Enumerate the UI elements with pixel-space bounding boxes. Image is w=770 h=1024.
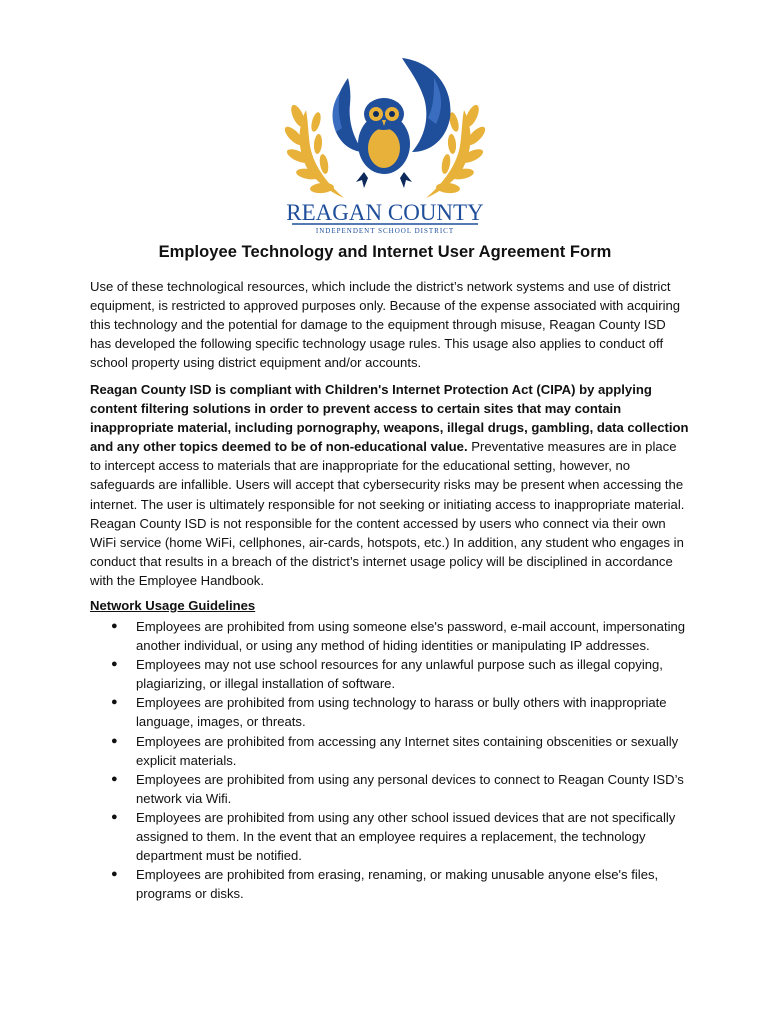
bullet-icon: ● [111, 658, 118, 671]
bullet-icon: ● [111, 696, 118, 709]
guidelines-list [90, 617, 690, 903]
list-item-text: Employees are prohibited from using someone else's password, e-mail account, impersonating another individual, or using any method of hiding identities or manipulating IP addresses. [136, 619, 686, 654]
page-title: Employee Technology and Internet User Agreement Form [158, 243, 612, 261]
list-item [90, 693, 690, 731]
list-item [90, 617, 690, 655]
logo-sub-text: INDEPENDENT SCHOOL DISTRICT [315, 227, 455, 234]
list-item [90, 732, 690, 770]
reagan-county-logo [284, 48, 486, 234]
bullet-icon: ● [111, 734, 118, 747]
guidelines-heading: Network Usage Guidelines [90, 598, 256, 613]
cipa-paragraph [90, 380, 690, 590]
logo-main-text: REAGAN COUNTY [286, 200, 484, 225]
bullet-icon: ● [111, 620, 118, 632]
list-item-text: Employees are prohibited from erasing, renaming, or making unusable anyone else's files, programs or disks. [136, 867, 659, 902]
bullet-icon: ● [111, 810, 118, 823]
cipa-bold-statement: Reagan County ISD is compliant with Children's Internet Protection Act (CIPA) by applying content filtering solutions in order to prevent access to certain sites that may contain inappropriate material, including pornography, weapons, illegal drugs, gambling, data collection and any other topics deemed to be of non-educational value. [90, 382, 689, 455]
list-item [90, 655, 690, 693]
list-item [90, 865, 690, 903]
intro-paragraph: Use of these technological resources, which include the district’s network systems and use of district equipment, is restricted to approved purposes only. Because of the expense associated with acquiring this technology and the potential for damage to the equipment through misuse, Reagan County ISD has developed the following specific technology usage rules. This usage also applies to conduct off school property using district equipment and/or accounts. [90, 279, 681, 371]
list-item-text: Employees are prohibited from using any other school issued devices that are not specifically assigned to them. In the event that an employee requires a replacement, the technology department must be notified. [136, 809, 676, 864]
list-item-text: Employees may not use school resources for any unlawful purpose such as illegal copying, plagiarizing, or illegal installation of software. [136, 657, 663, 692]
bullet-icon: ● [111, 772, 118, 785]
owl-icon [333, 58, 451, 188]
list-item [90, 808, 690, 865]
list-item-text: Employees are prohibited from using technology to harass or bully others with inappropriate language, images, or threats. [136, 695, 667, 730]
list-item-text: Employees are prohibited from accessing any Internet sites containing obscenities or sexually explicit materials. [136, 733, 679, 768]
list-item-text: Employees are prohibited from using any personal devices to connect to Reagan County ISD’s network via Wifi. [136, 771, 684, 806]
bullet-icon: ● [111, 868, 118, 881]
list-item [90, 770, 690, 808]
cipa-details: Preventative measures are in place to intercept access to materials that are inappropriate for the educational setting, however, no safeguards are infallible. Users will accept that cybersecurity risks may be present when accessing the internet. The user is ultimately responsible for not seeking or initiating access to inappropriate material. Reagan County ISD is not responsible for the content accessed by users who connect via their own WiFi service (home WiFi, cellphones, air-cards, hotspots, etc.) In addition, any student who engages in conduct that results in a breach of the district’s internet usage policy will be disciplined in accordance with the Employee Handbook. [90, 439, 685, 588]
owl-laurel-emblem [284, 48, 486, 234]
